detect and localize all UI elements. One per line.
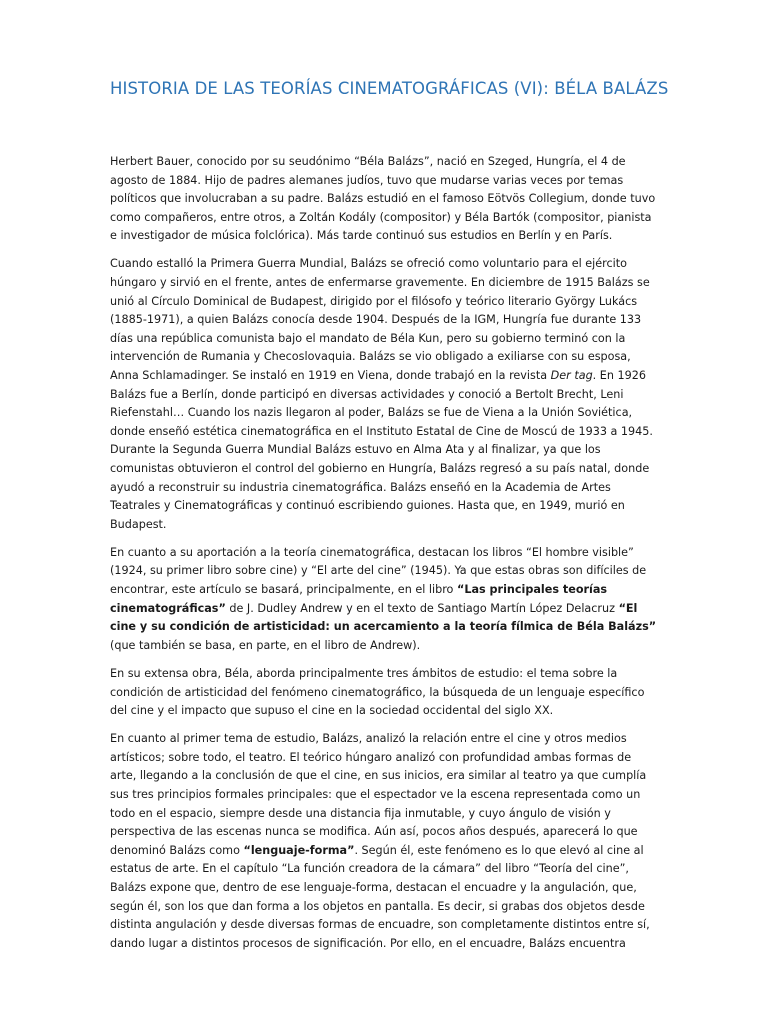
paragraph-first-topic bbox=[110, 730, 658, 953]
paragraph-biography-intro: Herbert Bauer, conocido por su seudónimo “Béla Balázs”, nació en Szeged, Hungría, el 4 de agosto de 1884. Hijo de padres alemanes judíos, tuvo que mudarse varias veces por temas políticos que involucraban a su padre. Balázs estudió en el famoso Eötvös Collegium, donde tuvo como compañeros, entre otros, a Zoltán Kodály (compositor) y Béla Bartók (compositor, pianista e investigador de música folclórica). Más tarde continuó sus estudios en Berlín y en París. bbox=[110, 155, 656, 243]
paragraph-text: En cuanto a su aportación a la teoría cinematográfica, destacan los libros “El hombre visible” (1924, su primer libro sobre cine) y “El arte del cine” (1945). Ya que estas obras son difíciles de encontrar, este artículo se basará, principalmente, en el libro bbox=[110, 545, 647, 597]
term-lenguaje-forma: “lenguaje-forma” bbox=[243, 843, 355, 857]
paragraph-study-areas: En su extensa obra, Béla, aborda principalmente tres ámbitos de estudio: el tema sobre la condición de artisticidad del fenómeno cinematográfico, la búsqueda de un lenguaje específico del cine y el impacto que supuso el cine en la sociedad occidental del siglo XX. bbox=[110, 666, 645, 718]
paragraph-text: . En 1926 Balázs fue a Berlín, donde participó en diversas actividades y conoció a Bertolt Brecht, Leni Riefenstahl… Cuando los nazis llegaron al poder, Balázs se fue de Viena a la Unión Soviética, donde enseñó estética cinematográfica en el Instituto Estatal de Cine de Moscú de 1933 a 1945. Durante la Segunda Guerra Mundial Balázs estuvo en Alma Ata y al finalizar, ya que los comunistas obtuvieron el control del gobierno en Hungría, Balázs regresó a su país natal, donde ayudó a reconstruir su industria cinematográfica. Balázs enseñó en la Academia de Artes Teatrales y Cinematográficas y continuó escribiendo guiones. Hasta que, en 1949, murió en Budapest. bbox=[110, 369, 653, 531]
paragraph-text: de J. Dudley Andrew y en el texto de Santiago Martín López Delacruz bbox=[225, 601, 619, 615]
paragraph-biography-career bbox=[110, 255, 658, 534]
magazine-title: Der tag bbox=[550, 369, 593, 383]
article-body bbox=[110, 153, 658, 963]
text-title-lopez-delacruz: “El cine y su condición de artisticidad: un acercamiento a la teoría fílmica de Béla Balázs” bbox=[110, 601, 657, 634]
paragraph-sources bbox=[110, 544, 658, 656]
paragraph-text: En cuanto al primer tema de estudio, Balázs, analizó la relación entre el cine y otros medios artísticos; sobre todo, el teatro. El teórico húngaro analizó con profundidad ambas formas de arte, llegando a la conclusión de que el cine, en sus inicios, era similar al teatro ya que cumplía sus tres principios formales principales: que el espectador ve la escena representada como un todo en el espacio, siempre desde una distancia fija inmutable, y cuyo ángulo de visión y perspectiva de las escenas nunca se modifica. Aún así, pocos años después, aparecerá lo que denominó Balázs como bbox=[110, 732, 647, 857]
paragraph-text: Cuando estalló la Primera Guerra Mundial, Balázs se ofreció como voluntario para el ejército húngaro y sirvió en el frente, antes de enfermarse gravemente. En diciembre de 1915 Balázs se unió al Círculo Dominical de Budapest, dirigido por el filósofo y teórico literario György Lukács (1885-1971), a quien Balázs conocía desde 1904. Después de la IGM, Hungría fue durante 133 días una república comunista bajo el mandato de Béla Kun, pero su gobierno terminó con la intervención de Rumania y Checoslovaquia. Balázs se vio obligado a exiliarse con su esposa, Anna Schlamadinger. Se instaló en 1919 en Viena, donde trabajó en la revista bbox=[110, 257, 650, 383]
article-title: HISTORIA DE LAS TEORÍAS CINEMATOGRÁFICAS (VI): BÉLA BALÁZS bbox=[110, 79, 669, 98]
book-title-andrew: “Las principales teorías cinematográficas” bbox=[110, 583, 608, 615]
paragraph-text: . Según él, este fenómeno es lo que elevó al cine al estatus de arte. En el capítulo “La función creadora de la cámara” del libro “Teoría del cine”, Balázs expone que, dentro de ese lenguaje-forma, destacan el encuadre y la angulación, que, según él, son los que dan forma a los objetos en pantalla. Es decir, si grabas dos objetos desde distinta angulación y desde diversas formas de encuadre, son completamente distintos entre sí, dando lugar a distintos procesos de significación. Por ello, en el encuadre, Balázs encuentra bbox=[110, 843, 650, 950]
paragraph-text: (que también se basa, en parte, en el libro de Andrew). bbox=[110, 638, 421, 652]
